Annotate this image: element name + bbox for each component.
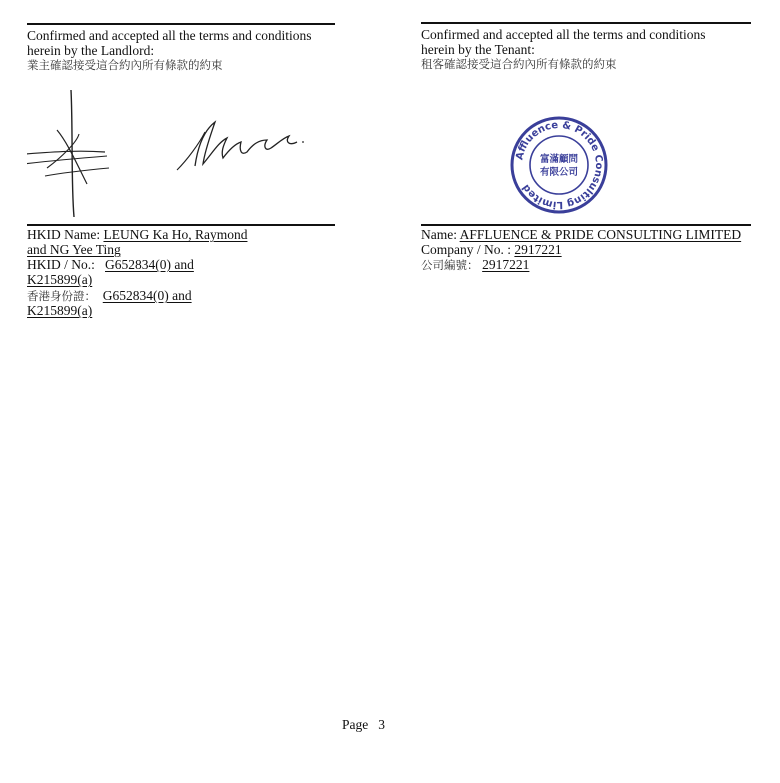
tenant-name-label: Name: [421,227,460,242]
landlord-hkid-cjk-label: 香港身份證： [27,289,96,303]
tenant-confirm-line1: Confirmed and accepted all the terms and conditions [421,27,706,42]
company-seal-stamp [509,115,609,215]
tenant-company-no-value: 2917221 [514,242,562,257]
landlord-hkid-cjk-value-1: G652834(0) and [102,288,192,303]
tenant-name-value: AFFLUENCE & PRIDE CONSULTING LIMITED [459,227,742,242]
landlord-top-rule [27,23,335,25]
landlord-confirm-line2: herein by the Landlord: [27,43,155,58]
landlord-hkid-cjk-row [27,288,335,303]
tenant-signature-rule [421,224,751,226]
tenant-confirm-line2: herein by the Tenant: [421,42,535,57]
tenant-company-no-row [421,242,751,257]
landlord-hkid-cjk-value-2: K215899(a) [27,303,93,318]
tenant-name-row [421,227,751,242]
landlord-confirm-cjk: 業主確認接受這合約內所有條款的約束 [27,58,223,72]
landlord-handwritten-signature [27,72,335,222]
landlord-name-value-1: LEUNG Ka Ho, Raymond [103,227,248,242]
tenant-company-no-label: Company / No. : [421,242,515,257]
landlord-signature-block [27,23,335,318]
landlord-signature-area [27,72,335,172]
landlord-hkid-label: HKID / No.: [27,257,99,272]
landlord-hkid-value-1: G652834(0) and [105,257,194,272]
landlord-name-row [27,227,335,242]
landlord-name-value-2: and NG Yee Ting [27,242,121,257]
seal-center-cjk-line2: 有限公司 [539,167,579,178]
tenant-company-no-cjk-label: 公司編號： [421,258,483,272]
tenant-signature-block [421,22,751,272]
landlord-confirm-line1: Confirmed and accepted all the terms and conditions [27,28,312,43]
landlord-name-label: HKID Name: [27,227,104,242]
tenant-confirm-cjk: 租客確認接受這合約內所有條款的約束 [421,57,617,71]
tenant-signature-area [421,71,751,211]
tenant-company-no-cjk-value: 2917221 [482,257,530,272]
landlord-hkid-row [27,257,335,272]
landlord-hkid-value-2: K215899(a) [27,272,93,287]
landlord-signature-rule [27,224,335,226]
tenant-top-rule [421,22,751,24]
seal-ring-text: Affluence & Pride Consulting Limited [514,119,605,211]
page-number: Page 3 [341,717,386,732]
seal-center-cjk-line1: 富滿顧問 [539,154,579,165]
tenant-company-no-cjk-row [421,257,751,272]
